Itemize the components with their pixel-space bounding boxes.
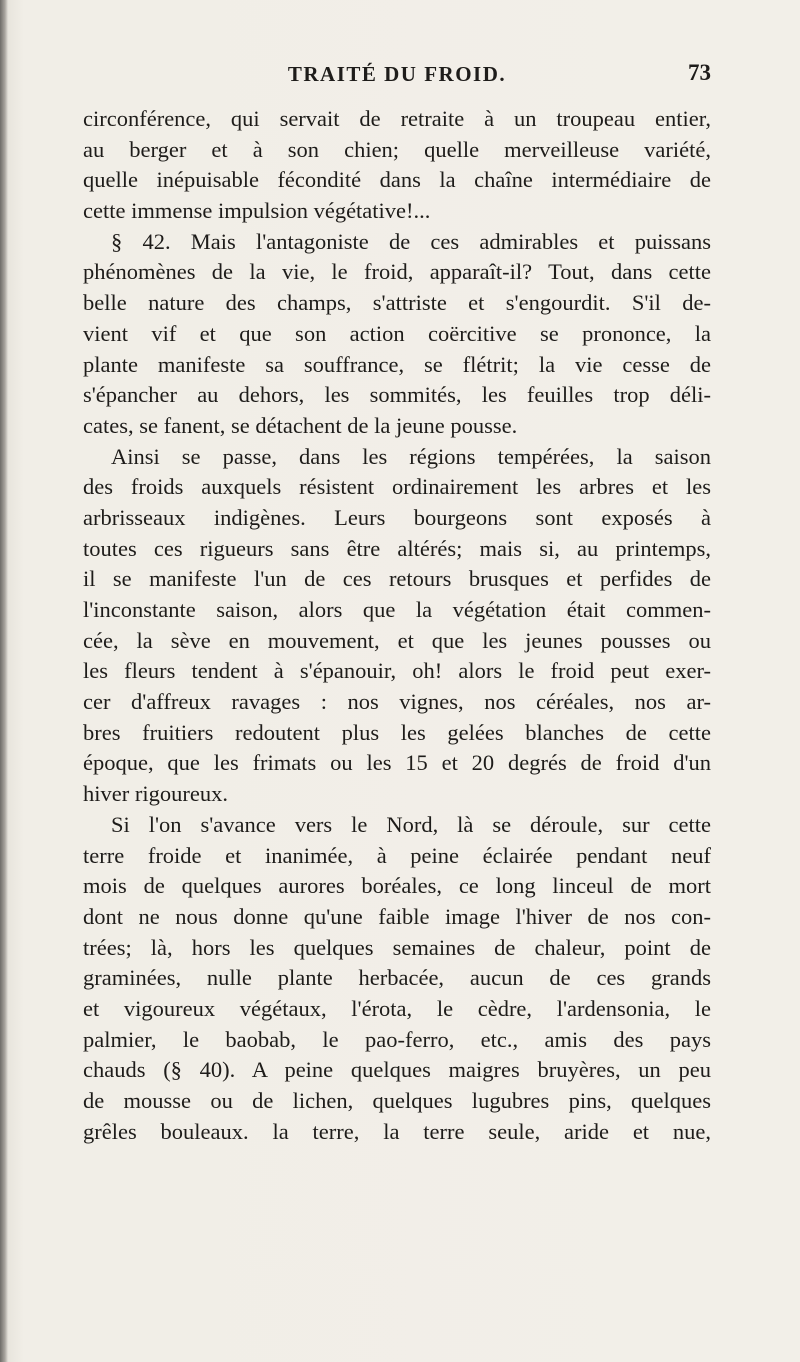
text-line: arbrisseaux indigènes. Leurs bourgeons sont exposés à <box>83 504 711 530</box>
text-line: Ainsi se passe, dans les régions tempérées, la saison <box>111 443 711 469</box>
text-line: grêles bouleaux. la terre, la terre seule, aride et nue, <box>83 1118 711 1144</box>
text-line: dont ne nous donne qu'une faible image l'hiver de nos con- <box>83 903 711 929</box>
text-line: vient vif et que son action coërcitive se prononce, la <box>83 320 711 346</box>
text-line: les fleurs tendent à s'épanouir, oh! alors le froid peut exer- <box>83 658 711 684</box>
text-line: graminées, nulle plante herbacée, aucun de ces grands <box>83 965 711 991</box>
binding-shadow <box>0 0 8 1362</box>
text-line: cée, la sève en mouvement, et que les jeunes pousses ou <box>83 627 711 653</box>
page-number: 73 <box>688 60 711 85</box>
text-line: s'épancher au dehors, les sommités, les feuilles trop déli- <box>83 382 711 408</box>
text-line: des froids auxquels résistent ordinairement les arbres et les <box>83 474 711 500</box>
text-line: cette immense impulsion végétative!... <box>83 198 431 224</box>
text-line: époque, que les frimats ou les 15 et 20 degrés de froid d'un <box>83 750 711 776</box>
text-line: cates, se fanent, se détachent de la jeune pousse. <box>83 412 518 438</box>
text-line: quelle inépuisable fécondité dans la chaîne intermédiaire de <box>83 167 711 193</box>
text-line: et vigoureux végétaux, l'érota, le cèdre, l'ardensonia, le <box>83 995 711 1021</box>
text-line: trées; là, hors les quelques semaines de chaleur, point de <box>83 934 711 960</box>
text-line: il se manifeste l'un de ces retours brusques et perfides de <box>83 566 711 592</box>
text-line: circonférence, qui servait de retraite à un troupeau entier, <box>83 106 711 131</box>
text-line: palmier, le baobab, le pao-ferro, etc., amis des pays <box>83 1026 711 1052</box>
text-line: belle nature des champs, s'attriste et s'engourdit. S'il de- <box>83 290 711 316</box>
text-line: hiver rigoureux. <box>83 781 228 807</box>
text-line: terre froide et inanimée, à peine éclairée pendant neuf <box>83 842 711 868</box>
running-title: TRAITÉ DU FROID. <box>287 62 507 86</box>
text-line: plante manifeste sa souffrance, se flétrit; la vie cesse de <box>83 351 711 377</box>
text-line: toutes ces rigueurs sans être altérés; mais si, au printemps, <box>83 535 711 561</box>
text-line: de mousse ou de lichen, quelques lugubres pins, quelques <box>83 1088 711 1113</box>
text-line: l'inconstante saison, alors que la végétation était commen- <box>83 597 711 622</box>
text-line: Si l'on s'avance vers le Nord, là se déroule, sur cette <box>111 811 711 837</box>
text-line: cer d'affreux ravages : nos vignes, nos céréales, nos ar- <box>83 689 711 715</box>
page-header <box>83 62 711 90</box>
text-line: chauds (§ 40). A peine quelques maigres bruyères, un peu <box>83 1057 711 1083</box>
text-line: phénomènes de la vie, le froid, apparaît-il? Tout, dans cette <box>83 259 711 285</box>
body-text <box>83 104 711 1147</box>
text-line: § 42. Mais l'antagoniste de ces admirables et puissans <box>111 228 711 254</box>
text-line: au berger et à son chien; quelle merveilleuse variété, <box>83 136 711 162</box>
text-line: bres fruitiers redoutent plus les gelées blanches de cette <box>83 719 711 745</box>
text-line: mois de quelques aurores boréales, ce long linceul de mort <box>83 873 711 899</box>
